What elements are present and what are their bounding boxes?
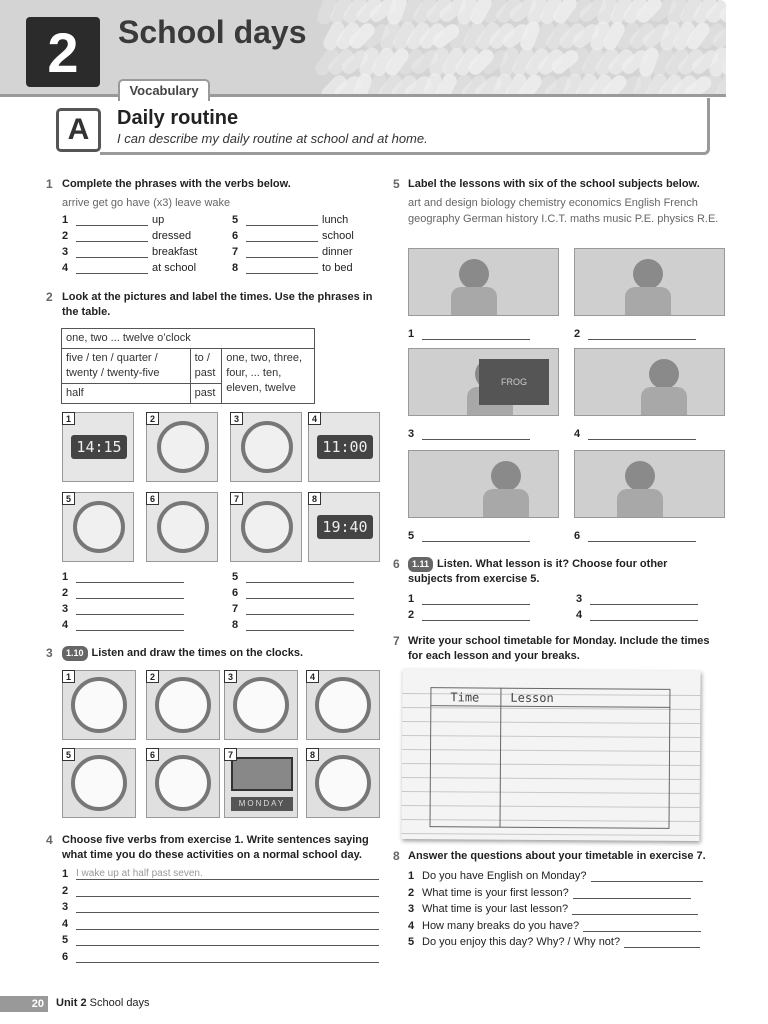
clock-label-tag: 8 (306, 748, 319, 761)
clock-label-tag: 8 (308, 492, 321, 505)
item-phrase: at school (152, 262, 197, 274)
answer-blank[interactable] (422, 329, 530, 340)
exercise-6-instruction (408, 557, 708, 587)
analog-clock-face (71, 755, 127, 811)
clock-label-tag: 5 (62, 492, 75, 505)
analog-clock-face (157, 501, 209, 553)
paper-rule-line (401, 833, 699, 836)
question-number: 3 (408, 903, 415, 915)
footer-unit-label: Unit 2 (56, 997, 87, 1009)
unit-title: School days (118, 14, 307, 50)
monday-display: MONDAY (231, 797, 293, 811)
exercise-4-writing-line (62, 951, 379, 963)
lesson-label-line (408, 428, 530, 440)
clock-label-tag: 7 (224, 748, 237, 761)
answer-blank[interactable] (76, 572, 184, 583)
answer-blank[interactable] (76, 215, 148, 226)
answer-blank[interactable] (422, 594, 530, 605)
clock-label-tag: 1 (62, 412, 75, 425)
question-text: What time is your first lesson? (422, 886, 569, 899)
exercise-4-writing-line (62, 918, 379, 930)
item-number: 5 (62, 934, 69, 946)
item-number: 5 (408, 530, 415, 542)
time-phrases-table (61, 328, 315, 404)
exercise-7-number: 7 (393, 634, 400, 648)
exercise-1-item (62, 230, 191, 242)
clock-label-tag: 3 (224, 670, 237, 683)
answer-blank[interactable] (588, 531, 696, 542)
item-number: 1 (62, 571, 69, 583)
table-cell-to-past: to / past (190, 349, 222, 384)
exercise-1-item (232, 230, 354, 242)
answer-blank[interactable] (76, 919, 379, 930)
answer-blank[interactable] (76, 886, 379, 897)
exercise-2-answer-line (232, 587, 354, 599)
item-number: 3 (62, 603, 69, 615)
digital-display: 14:15 (71, 435, 127, 459)
exercise-2-answer-line (232, 603, 354, 615)
item-phrase: dinner (322, 246, 353, 258)
clock-label-tag: 2 (146, 670, 159, 683)
clock-label-tag: 5 (62, 748, 75, 761)
lesson-picture (408, 450, 559, 518)
exercise-1-item (62, 262, 196, 274)
answer-blank[interactable] (76, 869, 379, 880)
analog-clock-face (233, 677, 289, 733)
analog-clock-face (157, 421, 209, 473)
item-number: 1 (408, 593, 415, 605)
exercise-4-writing-line (62, 868, 379, 880)
item-number: 3 (62, 246, 69, 258)
clock-label-tag: 1 (62, 670, 75, 683)
answer-blank[interactable] (246, 247, 318, 258)
item-number: 4 (574, 428, 581, 440)
exercise-2-answer-line (232, 571, 354, 583)
exercise-4-instruction: Choose five verbs from exercise 1. Write sentences saying what time you do these activities on a normal school day. (62, 834, 369, 861)
exercise-2-answer-line (62, 571, 184, 583)
answer-blank[interactable] (422, 610, 530, 621)
exercise-6-number: 6 (393, 557, 400, 571)
item-number: 4 (62, 262, 69, 274)
item-number: 6 (232, 230, 239, 242)
item-number: 4 (62, 619, 69, 631)
item-phrase: up (152, 214, 165, 226)
table-cell-past: past (190, 384, 222, 404)
audio-track-badge[interactable]: 1.10 (62, 646, 88, 661)
answer-blank[interactable] (583, 921, 701, 932)
figure-body-shape (641, 387, 687, 416)
answer-blank[interactable] (246, 231, 318, 242)
clock-label-tag: 4 (308, 412, 321, 425)
item-number: 1 (62, 214, 69, 226)
exercise-2-answer-line (62, 619, 184, 631)
table-cell-half: half (62, 384, 191, 404)
item-number: 7 (232, 603, 239, 615)
audio-track-badge[interactable]: 1.11 (408, 557, 433, 572)
exercise-8-question (408, 936, 700, 948)
lesson-picture (574, 450, 725, 518)
table-cell-hours: one, two, three, four, ... ten, eleven, twelve (222, 349, 315, 404)
figure-body-shape (617, 489, 663, 518)
question-text: Do you enjoy this day? Why? / Why not? (422, 936, 621, 948)
item-number: 1 (408, 328, 415, 340)
exercise-5-number: 5 (393, 177, 400, 191)
lesson-picture (574, 248, 725, 316)
digital-display: 11:00 (317, 435, 373, 459)
figure-head-shape (649, 359, 679, 389)
clock-label-tag: 4 (306, 670, 319, 683)
analog-clock-face (241, 501, 293, 553)
item-phrase: dressed (152, 230, 192, 242)
answer-blank[interactable] (422, 531, 530, 542)
item-number: 8 (232, 262, 239, 274)
question-number: 5 (408, 936, 415, 948)
lesson-label-line (574, 328, 696, 340)
item-number: 2 (62, 587, 69, 599)
exercise-8-instruction: Answer the questions about your timetable in exercise 7. (408, 850, 706, 862)
footer-unit (56, 997, 150, 1009)
unit-number-box: 2 (26, 17, 100, 87)
exercise-4-number: 4 (46, 833, 53, 847)
item-number: 1 (62, 868, 69, 880)
exercise-6-answer-line (408, 609, 530, 621)
digital-display: 19:40 (317, 515, 373, 539)
item-number: 7 (232, 246, 239, 258)
clock-label-tag: 3 (230, 412, 243, 425)
timetable-col-time: Time (450, 690, 480, 705)
answer-blank[interactable] (76, 247, 148, 258)
question-text: What time is your last lesson? (422, 903, 569, 915)
analog-clock-face (315, 755, 371, 811)
item-number: 3 (576, 593, 583, 605)
exercise-8-question (408, 870, 703, 882)
section-subtitle: I can describe my daily routine at school and at home. (117, 131, 428, 146)
exercise-5-word-bank: art and design biology chemistry economics English French geography German history I.C.T. maths music P.E. physics R.E. (408, 197, 719, 225)
answer-blank[interactable] (591, 871, 703, 882)
exercise-1-item (62, 246, 197, 258)
question-number: 4 (408, 919, 415, 932)
answer-blank[interactable] (76, 902, 379, 913)
item-phrase: school (322, 230, 354, 242)
exercise-8-number: 8 (393, 849, 400, 863)
footer-unit-name: School days (89, 997, 150, 1009)
answer-blank[interactable] (590, 610, 698, 621)
item-number: 2 (62, 884, 69, 897)
item-number: 2 (62, 230, 69, 242)
exercise-7-instruction: Write your school timetable for Monday. Include the times for each lesson and your breaks. (408, 635, 710, 662)
clock-label-tag: 6 (146, 492, 159, 505)
figure-body-shape (451, 287, 497, 316)
exercise-3-number: 3 (46, 646, 53, 660)
answer-blank[interactable] (246, 215, 318, 226)
answer-blank[interactable] (76, 231, 148, 242)
item-number: 3 (408, 428, 415, 440)
exercise-2-instruction: Look at the pictures and label the times. Use the phrases in the table. (62, 291, 373, 318)
item-number: 6 (574, 530, 581, 542)
figure-head-shape (491, 461, 521, 491)
question-text: Do you have English on Monday? (422, 870, 587, 882)
clock-label-tag: 6 (146, 748, 159, 761)
item-number: 2 (408, 609, 415, 621)
answer-blank[interactable] (588, 329, 696, 340)
answer-blank[interactable] (246, 604, 354, 615)
page-number: 20 (0, 996, 48, 1012)
exercise-5-instruction: Label the lessons with six of the school subjects below. (408, 178, 700, 190)
exercise-3-instruction-text: Listen and draw the times on the clocks. (91, 647, 304, 659)
lesson-label-line (408, 530, 530, 542)
exercise-4-writing-line (62, 885, 379, 897)
answer-blank[interactable] (246, 588, 354, 599)
analog-clock-face (315, 677, 371, 733)
exercise-1-item (232, 214, 348, 226)
section-title: Daily routine (117, 107, 239, 129)
exercise-2-answer-line (62, 587, 184, 599)
question-number: 1 (408, 870, 415, 882)
clock-label-tag: 2 (146, 412, 159, 425)
exercise-2-answer-line (62, 603, 184, 615)
item-phrase: breakfast (152, 246, 198, 258)
timetable-paper (401, 669, 700, 841)
lesson-label-line (408, 328, 530, 340)
answer-blank[interactable] (76, 620, 184, 631)
figure-head-shape (633, 259, 663, 289)
answer-blank[interactable] (422, 429, 530, 440)
lesson-picture (574, 348, 725, 416)
whiteboard-screen: FROG (479, 359, 549, 405)
item-number: 6 (232, 587, 239, 599)
exercise-6-answer-line (408, 593, 530, 605)
section-letter-box: A (56, 108, 101, 152)
analog-clock-face (73, 501, 125, 553)
timetable-grid[interactable] (429, 687, 670, 829)
clock-label-tag: 7 (230, 492, 243, 505)
exercise-3-instruction (62, 646, 303, 661)
lesson-picture (408, 348, 559, 416)
analog-clock-face (241, 421, 293, 473)
analog-clock-face (155, 755, 211, 811)
exercise-1-instruction: Complete the phrases with the verbs below. (62, 178, 291, 190)
table-row-oclock: one, two ... twelve o’clock (62, 329, 315, 349)
answer-blank[interactable] (76, 263, 148, 274)
lesson-label-line (574, 530, 696, 542)
item-phrase: to bed (322, 262, 353, 274)
exercise-1-item (232, 262, 353, 274)
answer-blank[interactable] (590, 594, 698, 605)
blank-digital-display (231, 757, 293, 791)
answer-blank[interactable] (76, 604, 184, 615)
answer-blank[interactable] (246, 620, 354, 631)
answer-blank[interactable] (624, 937, 700, 948)
item-number: 4 (576, 609, 583, 621)
answer-blank[interactable] (246, 263, 318, 274)
exercise-6-answer-line (576, 593, 698, 605)
answer-blank[interactable] (76, 952, 379, 963)
exercise-6-instruction-text: Listen. What lesson is it? Choose four other subjects from exercise 5. (408, 558, 668, 585)
exercise-1-word-bank: arrive get go have (x3) leave wake (62, 197, 231, 209)
item-number: 5 (232, 214, 239, 226)
item-number: 8 (232, 619, 239, 631)
analog-clock-face (71, 677, 127, 733)
item-number: 5 (232, 571, 239, 583)
exercise-8-question (408, 903, 698, 915)
exercise-2-answer-line (232, 619, 354, 631)
item-number: 6 (62, 950, 69, 963)
exercise-1-number: 1 (46, 177, 53, 191)
figure-head-shape (625, 461, 655, 491)
exercise-4-writing-line (62, 934, 379, 946)
item-number: 4 (62, 917, 69, 930)
table-cell-minutes: five / ten / quarter / twenty / twenty-five (62, 349, 191, 384)
question-number: 2 (408, 886, 415, 899)
vocabulary-tab: Vocabulary (118, 79, 210, 101)
lesson-label-line (574, 428, 696, 440)
exercise-2-number: 2 (46, 290, 53, 304)
exercise-6-answer-line (576, 609, 698, 621)
item-phrase: lunch (322, 214, 349, 226)
exercise-8-question (408, 920, 701, 932)
answer-blank[interactable] (588, 429, 696, 440)
answer-blank[interactable] (76, 935, 379, 946)
lesson-picture (408, 248, 559, 316)
figure-head-shape (459, 259, 489, 289)
exercise-4-writing-line (62, 901, 379, 913)
exercise-8-question (408, 887, 691, 899)
example-answer: I wake up at half past seven. (76, 868, 203, 879)
exercise-1-item (62, 214, 164, 226)
answer-blank[interactable] (246, 572, 354, 583)
analog-clock-face (155, 677, 211, 733)
figure-body-shape (483, 489, 529, 518)
unit-header-banner (0, 0, 726, 97)
answer-blank[interactable] (572, 904, 698, 915)
timetable-col-lesson: Lesson (510, 690, 554, 706)
answer-blank[interactable] (573, 888, 691, 899)
question-text: How many breaks do you have? (422, 919, 580, 932)
answer-blank[interactable] (76, 588, 184, 599)
exercise-1-item (232, 246, 353, 258)
figure-body-shape (625, 287, 671, 316)
item-number: 2 (574, 328, 581, 340)
item-number: 3 (62, 901, 69, 913)
